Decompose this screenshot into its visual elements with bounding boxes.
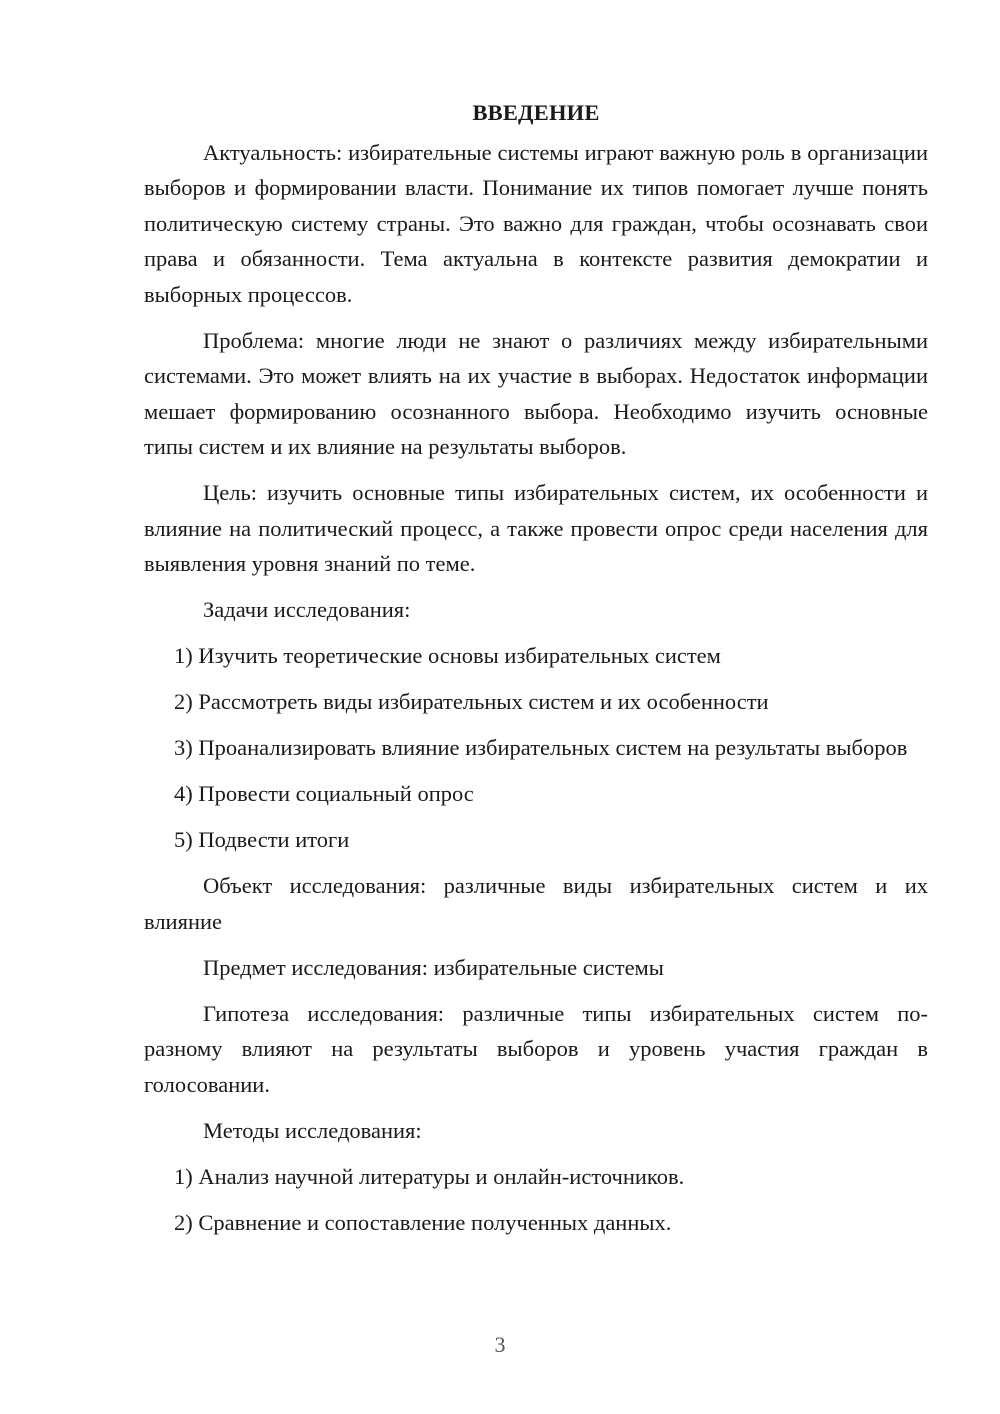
paragraph-relevance: Актуальность: избирательные системы играют важную роль в организации выборов и формировании власти. Понимание их типов помогает лучше понять политическую систему страны. Это важно для граждан, чтобы осознавать свои права и обязанности. Тема актуальна в контексте развития демократии и выборных процессов. <box>144 139 928 307</box>
page-title: ВВЕДЕНИЕ <box>472 100 600 125</box>
page-number: 3 <box>494 1332 506 1357</box>
method-item: 2) Сравнение и сопоставление полученных данных. <box>174 1209 672 1235</box>
task-item: 4) Провести социальный опрос <box>174 781 474 806</box>
task-item: 3) Проанализировать влияние избирательных систем на результаты выборов <box>174 735 908 760</box>
task-item: 1) Изучить теоретические основы избирательных систем <box>174 643 721 668</box>
paragraph-object: Объект исследования: различные виды избирательных систем и их влияние <box>144 873 928 934</box>
page-content <box>144 95 928 1251</box>
paragraph-problem: Проблема: многие люди не знают о различиях между избирательными системами. Это может влиять на их участие в выборах. Недостаток информации мешает формированию осознанного выбора. Необходимо изучить основные типы систем и их влияние на результаты выборов. <box>144 327 928 459</box>
task-item: 5) Подвести итоги <box>174 827 350 852</box>
task-item: 2) Рассмотреть виды избирательных систем и их особенности <box>174 689 769 714</box>
paragraph-hypothesis: Гипотеза исследования: различные типы избирательных систем по-разному влияют на результаты выборов и уровень участия граждан в голосовании. <box>144 1000 928 1097</box>
paragraph-goal: Цель: изучить основные типы избирательных систем, их особенности и влияние на политический процесс, а также провести опрос среди населения для выявления уровня знаний по теме. <box>144 480 928 576</box>
methods-heading: Методы исследования: <box>203 1117 422 1143</box>
paragraph-subject: Предмет исследования: избирательные системы <box>203 954 664 980</box>
tasks-heading: Задачи исследования: <box>203 597 411 622</box>
method-item: 1) Анализ научной литературы и онлайн-источников. <box>174 1163 685 1189</box>
